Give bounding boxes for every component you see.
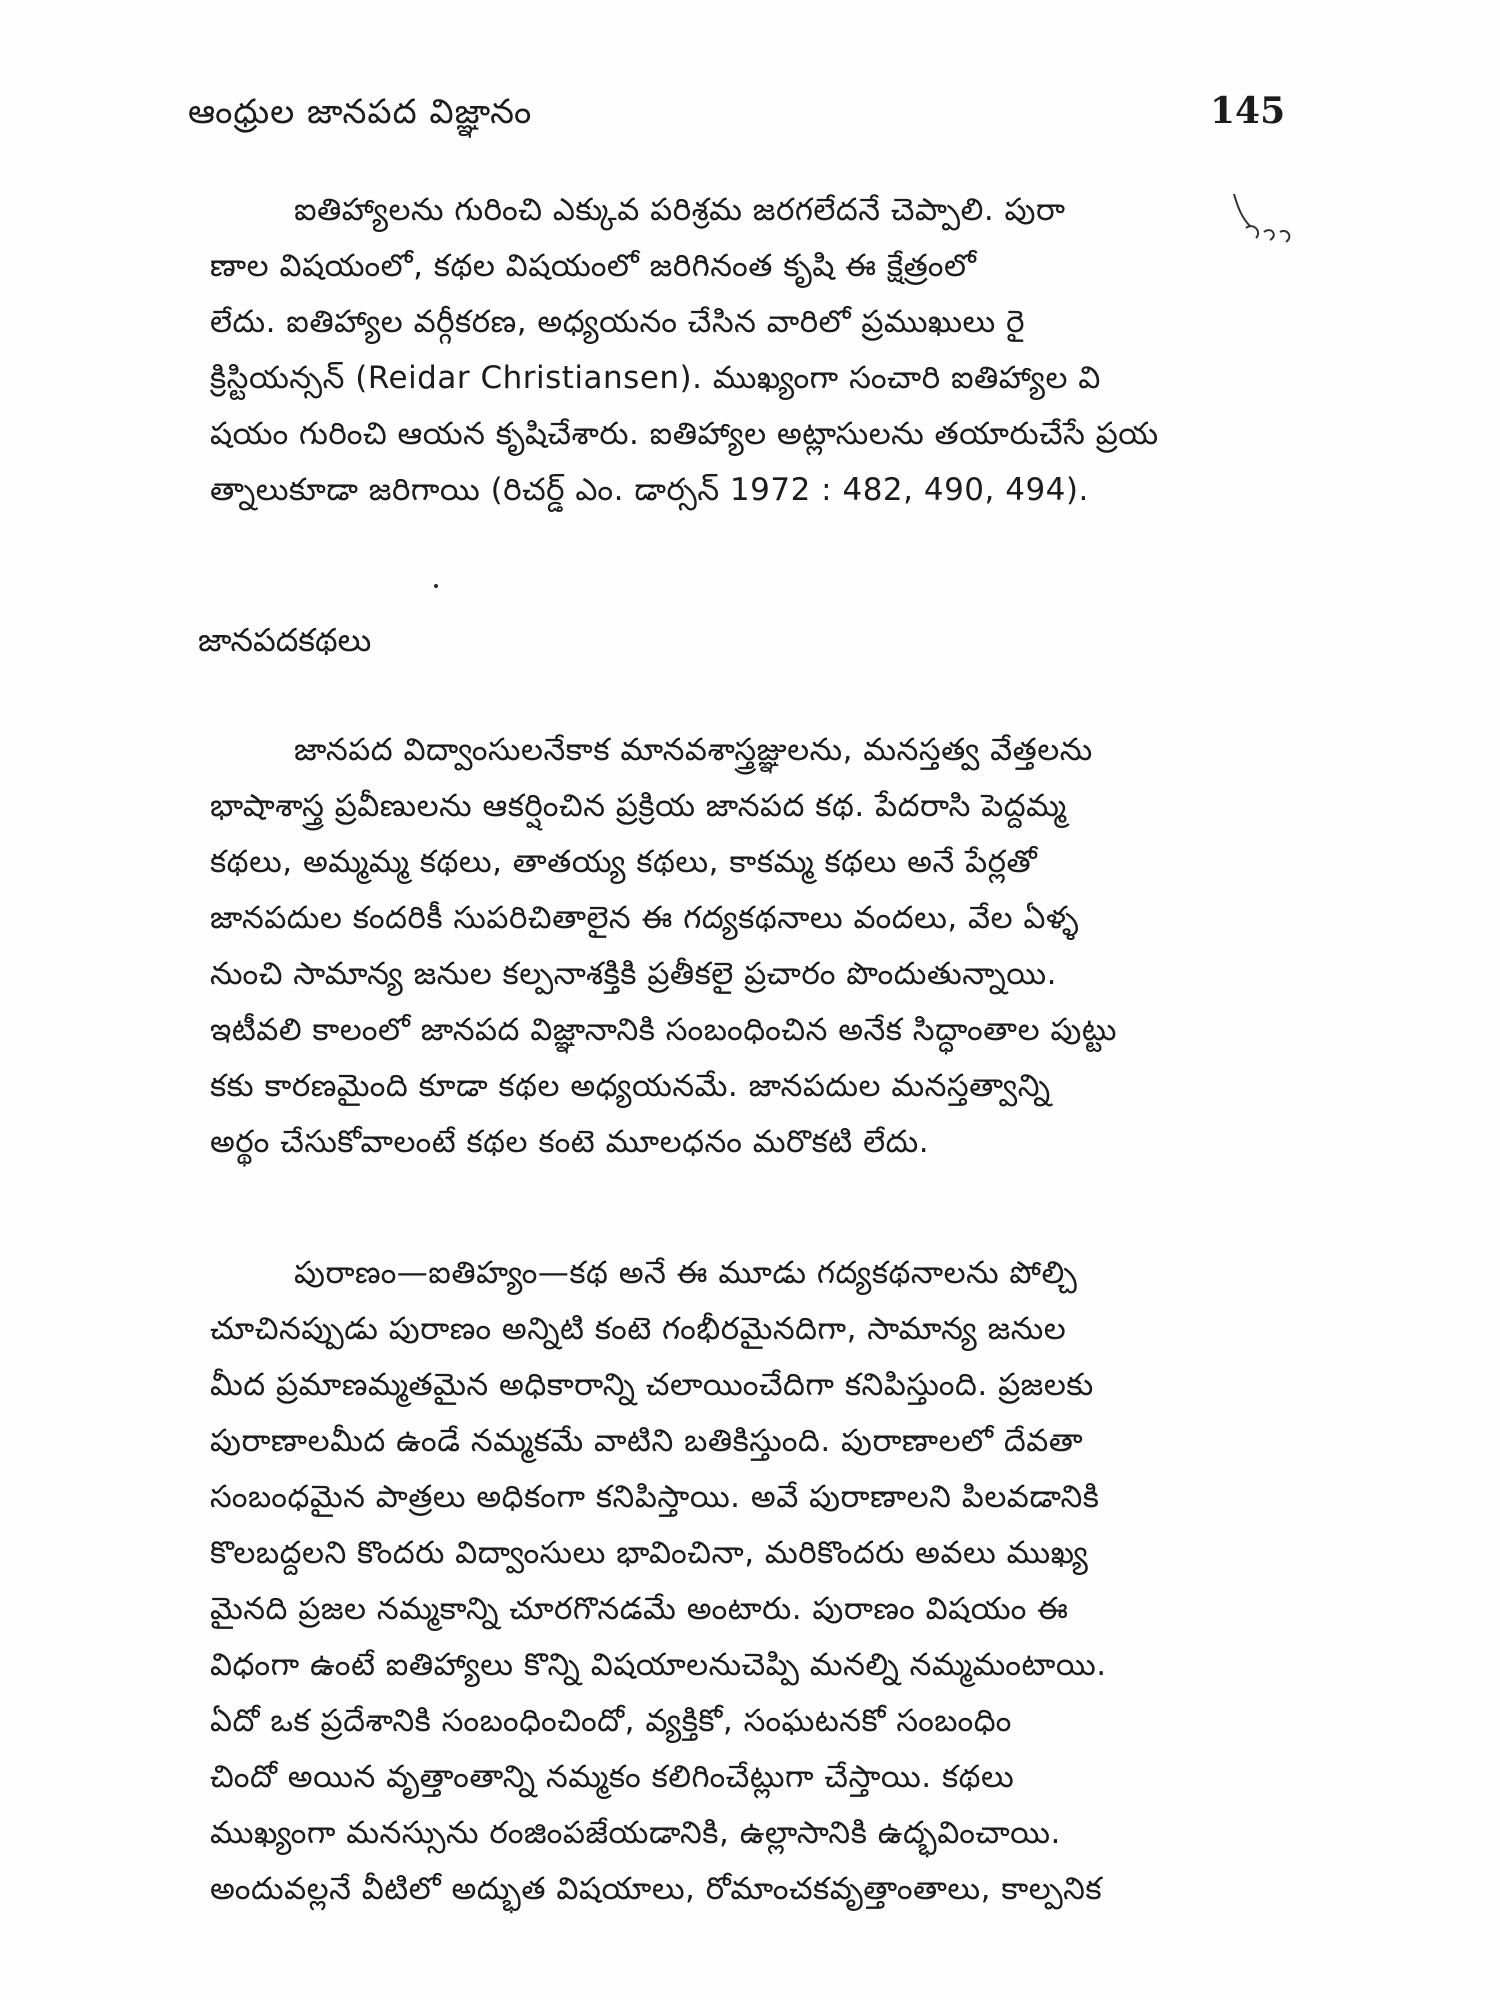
text-line: ఏదో ఒక ప్రదేశానికి సంబంధించిందో, వ్యక్తికో, సంఘటనకో సంబంధిం [210,1703,1012,1739]
text-line: క్రిస్టియన్సన్ (Reidar Christiansen). ముఖ్యంగా సంచారి ఐతిహ్యాల వి [210,360,1101,396]
text-line: అర్థం చేసుకోవాలంటే కథల కంటె మూలధనం మరొకటి లేదు. [210,1124,930,1160]
paragraph-legends [210,182,1310,518]
text-line: త్నాలుకూడా జరిగాయి (రిచర్డ్ ఎం. డార్సన్ 1972 : 482, 490, 494). [210,472,1089,508]
text-line: నుంచి సామాన్య జనుల కల్పనాశక్తికి ప్రతీకలై ప్రచారం పొందుతున్నాయి. [210,956,1057,992]
text-line: జానపదుల కందరికీ సుపరిచితాలైన ఈ గద్యకథనాలు వందలు, వేల ఏళ్ళ [210,900,1080,936]
print-speck [434,584,438,588]
text-line: విధంగా ఉంటే ఐతిహ్యాలు కొన్ని విషయాలనుచెప్పి మనల్ని నమ్మమంటాయి. [210,1647,1107,1683]
text-line: జానపద విద్వాంసులనేకాక మానవశాస్త్రజ్ఞులను, మనస్తత్వ వేత్తలను [294,732,1093,768]
text-line: మైనది ప్రజల నమ్మకాన్ని చూరగొనడమే అంటారు. పురాణం విషయం ఈ [210,1591,1069,1627]
text-line: పురాణాలమీద ఉండే నమ్మకమే వాటిని బతికిస్తుంది. పురాణాలలో దేవతా [210,1423,1084,1459]
text-line: భాషాశాస్త్ర ప్రవీణులను ఆకర్షించిన ప్రక్రియ జానపద కథ. పేదరాసి పెద్దమ్మ [210,788,1067,824]
text-line: ముఖ్యంగా మనస్సును రంజింపజేయడానికి, ఉల్లాసానికి ఉద్భవించాయి. [210,1815,1061,1851]
text-line: కొలబద్దలని కొందరు విద్వాంసులు భావించినా, మరికొందరు అవలు ముఖ్య [210,1535,1089,1571]
text-line: షయం గురించి ఆయన కృషిచేశారు. ఐతిహ్యాల అట్లాసులను తయారుచేసే ప్రయ [210,416,1159,452]
text-line: లేదు. ఐతిహ్యాల వర్గీకరణ, అధ్యయనం చేసిన వారిలో ప్రముఖులు రై [210,304,1025,340]
text-line: ణాల విషయంలో, కథల విషయంలో జరిగినంత కృషి ఈ క్షేత్రంలో [210,248,977,284]
paragraph-comparison [210,1245,1310,1917]
text-line: చూచినప్పుడు పురాణం అన్నిటి కంటె గంభీరమైనదిగా, సామాన్య జనుల [210,1311,1067,1347]
running-title: ఆంధ్రుల జానపద విజ్ఞానం [188,92,533,132]
text-line: పురాణం—ఐతిహ్యం—కథ అనే ఈ మూడు గద్యకథనాలను పోల్చి [294,1255,1078,1291]
page-number: 145 [1210,90,1286,132]
text-line: అందువల్లనే వీటిలో అద్భుత విషయాలు, రోమాంచకవృత్తాంతాలు, కాల్పనిక [210,1871,1103,1907]
section-heading: జానపదకథలు [198,621,372,659]
text-line: ఇటీవలి కాలంలో జానపద విజ్ఞానానికి సంబంధించిన అనేక సిద్ధాంతాల పుట్టు [210,1012,1117,1048]
text-line: మీద ప్రమాణమ్మతమైన అధికారాన్ని చలాయించేదిగా కనిపిస్తుంది. ప్రజలకు [210,1367,1094,1403]
text-line: కకు కారణమైంది కూడా కథల అధ్యయనమే. జానపదుల మనస్తత్వాన్ని [210,1068,1051,1104]
paragraph-folktales [210,722,1310,1170]
text-line: ఐతిహ్యాలను గురించి ఎక్కువ పరిశ్రమ జరగలేదనే చెప్పాలి. పురా [294,192,1066,228]
text-line: సంబంధమైన పాత్రలు అధికంగా కనిపిస్తాయి. అవే పురాణాలని పిలవడానికి [210,1479,1100,1515]
text-line: చిందో అయిన వృత్తాంతాన్ని నమ్మకం కలిగించేట్లుగా చేస్తాయి. కథలు [210,1759,1015,1795]
text-line: కథలు, అమ్మమ్మ కథలు, తాతయ్య కథలు, కాకమ్మ కథలు అనే పేర్లతో [210,844,1038,880]
